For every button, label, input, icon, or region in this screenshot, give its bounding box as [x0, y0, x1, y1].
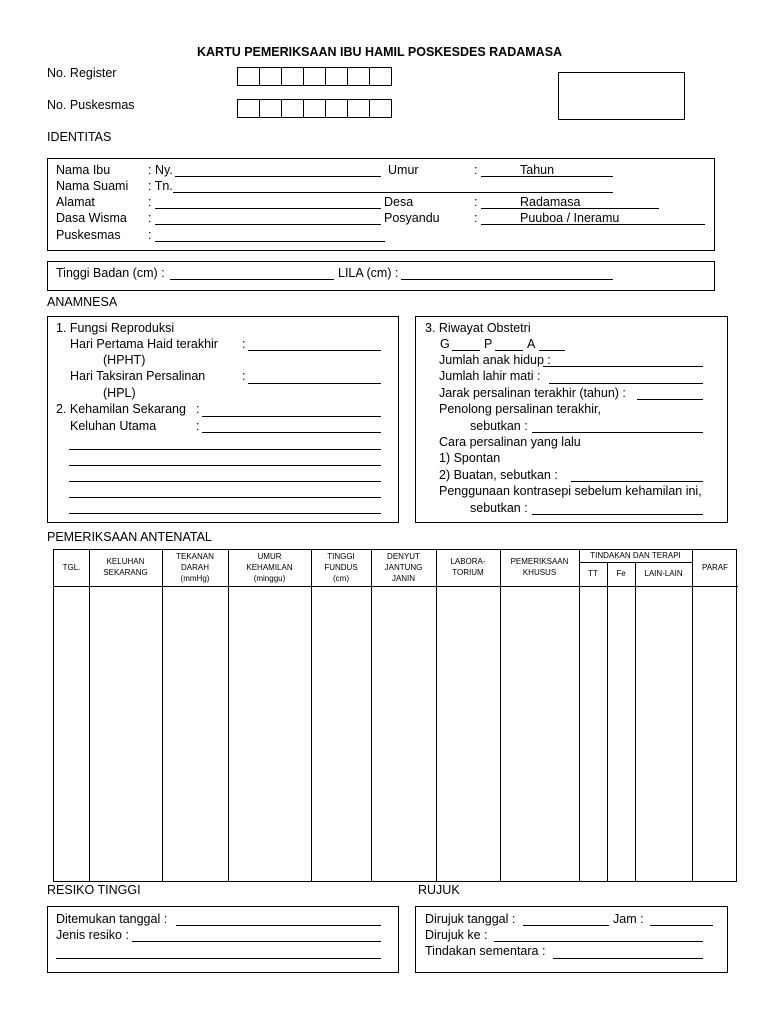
col-keluhan: KELUHAN SEKARANG: [103, 557, 148, 577]
dasa-wisma-field[interactable]: [155, 224, 381, 225]
kontrasepsi-sebutkan-label: sebutkan :: [470, 501, 528, 515]
hpht-abbr: (HPHT): [103, 353, 146, 367]
tinggi-badan-field[interactable]: [170, 279, 334, 280]
hpht-colon: :: [242, 337, 246, 351]
fungsi-reproduksi-label: 1. Fungsi Reproduksi: [56, 321, 175, 335]
riwayat-label: 3. Riwayat Obstetri: [425, 321, 531, 335]
no-puskesmas-cells[interactable]: [237, 99, 392, 118]
resiko-heading: RESIKO TINGGI: [47, 883, 141, 897]
jam-field[interactable]: [650, 925, 713, 926]
photo-box: [558, 72, 685, 120]
umur-colon: :: [474, 163, 478, 177]
p-field[interactable]: [495, 350, 523, 351]
hpl-field[interactable]: [248, 383, 381, 384]
g-field[interactable]: [452, 350, 480, 351]
tindakan-sementara-field[interactable]: [553, 958, 703, 959]
lila-label: LILA (cm) :: [338, 266, 399, 280]
alamat-colon: :: [148, 195, 152, 209]
penolong-sebutkan-label: sebutkan :: [470, 419, 528, 433]
cara-label: Cara persalinan yang lalu: [439, 435, 581, 449]
desa-label: Desa: [384, 195, 414, 209]
jenis-resiko-field[interactable]: [132, 941, 381, 942]
anak-hidup-label: Jumlah anak hidup :: [439, 353, 551, 367]
alamat-label: Alamat: [56, 195, 95, 209]
dirujuk-tanggal-label: Dirujuk tanggal :: [425, 912, 516, 926]
posyandu-colon: :: [474, 211, 478, 225]
nama-suami-field[interactable]: [173, 192, 613, 193]
nama-ibu-label: Nama Ibu: [56, 163, 111, 177]
form-title: KARTU PEMERIKSAAN IBU HAMIL POSKESDES RADAMASA: [197, 45, 563, 59]
keluhan-label: Keluhan Utama: [70, 419, 157, 433]
tindakan-sementara-label: Tindakan sementara :: [425, 944, 546, 958]
buatan-option[interactable]: 2) Buatan, sebutkan :: [439, 468, 558, 482]
jenis-resiko-line[interactable]: [56, 958, 381, 959]
dirujuk-ke-field[interactable]: [494, 941, 703, 942]
col-paraf: PARAF: [701, 563, 729, 572]
puskesmas-field[interactable]: [155, 241, 385, 242]
dirujuk-ke-label: Dirujuk ke :: [425, 928, 488, 942]
col-tgl: TGL.: [62, 563, 81, 572]
p-label: P: [484, 337, 493, 351]
penolong-field[interactable]: [532, 432, 703, 433]
keluhan-line[interactable]: [69, 481, 381, 482]
rujuk-heading: RUJUK: [418, 883, 460, 897]
g-label: G: [440, 337, 450, 351]
col-tekanan-darah: TEKANAN DARAH (mmHg): [176, 552, 214, 583]
jam-label: Jam :: [613, 912, 644, 926]
nama-suami-label: Nama Suami: [56, 179, 129, 193]
lahir-mati-field[interactable]: [549, 383, 703, 384]
antenatal-heading: PEMERIKSAAN ANTENATAL: [47, 530, 212, 544]
dasa-wisma-label: Dasa Wisma: [56, 211, 127, 225]
alamat-field[interactable]: [155, 208, 381, 209]
col-fe: Fe: [616, 569, 626, 578]
keluhan-colon: :: [196, 419, 200, 433]
kehamilan-colon: :: [196, 402, 200, 416]
no-puskesmas-label: No. Puskesmas: [47, 98, 135, 112]
hpl-colon: :: [242, 369, 246, 383]
anamnesa-heading: ANAMNESA: [47, 295, 118, 309]
umur-label: Umur: [388, 163, 419, 177]
col-laboratorium: LABORA- TORIUM: [450, 557, 486, 577]
antenatal-table: [53, 549, 737, 882]
jarak-field[interactable]: [637, 399, 703, 400]
kehamilan-label: 2. Kehamilan Sekarang: [56, 402, 186, 416]
lahir-mati-label: Jumlah lahir mati :: [439, 369, 541, 383]
hpl-abbr: (HPL): [103, 386, 136, 400]
col-tt: TT: [588, 569, 598, 578]
tinggi-badan-label: Tinggi Badan (cm) :: [56, 266, 165, 280]
desa-value: Radamasa: [520, 195, 581, 209]
no-register-label: No. Register: [47, 66, 117, 80]
col-pemeriksaan-khusus: PEMERIKSAAN KHUSUS: [510, 557, 569, 577]
col-tinggi-fundus: TINGGI FUNDUS (cm): [324, 552, 358, 583]
kehamilan-field[interactable]: [202, 416, 381, 417]
ditemukan-field[interactable]: [176, 925, 381, 926]
posyandu-value: Puuboa / Ineramu: [520, 211, 620, 225]
keluhan-line[interactable]: [69, 497, 381, 498]
kontrasepsi-label: Penggunaan kontrasepi sebelum kehamilan ini,: [439, 484, 702, 498]
keluhan-line[interactable]: [69, 449, 381, 450]
col-lain-lain: LAIN-LAIN: [644, 569, 683, 578]
umur-value: Tahun: [520, 163, 555, 177]
keluhan-field[interactable]: [202, 432, 381, 433]
kontrasepsi-field[interactable]: [532, 514, 703, 515]
penolong-label: Penolong persalinan terakhir,: [439, 402, 601, 416]
nama-ibu-field[interactable]: [175, 176, 381, 177]
puskesmas-colon: :: [148, 228, 152, 242]
lila-field[interactable]: [401, 279, 613, 280]
posyandu-label: Posyandu: [384, 211, 440, 225]
buatan-field[interactable]: [571, 481, 703, 482]
hpl-label: Hari Taksiran Persalinan: [70, 369, 206, 383]
nama-suami-prefix: : Tn.: [148, 179, 173, 193]
jarak-label: Jarak persalinan terakhir (tahun) :: [439, 386, 626, 400]
col-umur-kehamilan: UMUR KEHAMILAN (minggu): [246, 552, 293, 583]
puskesmas-label: Puskesmas: [56, 228, 121, 242]
a-label: A: [527, 337, 536, 351]
anak-hidup-field[interactable]: [543, 366, 703, 367]
jenis-resiko-label: Jenis resiko :: [56, 928, 129, 942]
hpht-label: Hari Pertama Haid terakhir: [70, 337, 218, 351]
no-register-cells[interactable]: [237, 67, 392, 86]
ditemukan-label: Ditemukan tanggal :: [56, 912, 168, 926]
nama-ibu-prefix: : Ny.: [148, 163, 173, 177]
a-field[interactable]: [539, 350, 565, 351]
col-tindakan-terapi: TINDAKAN DAN TERAPI: [590, 551, 681, 560]
spontan-option[interactable]: 1) Spontan: [439, 451, 501, 465]
keluhan-line[interactable]: [69, 513, 381, 514]
hpht-field[interactable]: [248, 350, 381, 351]
desa-colon: :: [474, 195, 478, 209]
identitas-heading: IDENTITAS: [47, 130, 112, 144]
keluhan-line[interactable]: [69, 465, 381, 466]
dasa-wisma-colon: :: [148, 211, 152, 225]
dirujuk-tanggal-field[interactable]: [523, 925, 609, 926]
col-denyut-jantung: DENYUT JANTUNG JANIN: [384, 552, 423, 583]
